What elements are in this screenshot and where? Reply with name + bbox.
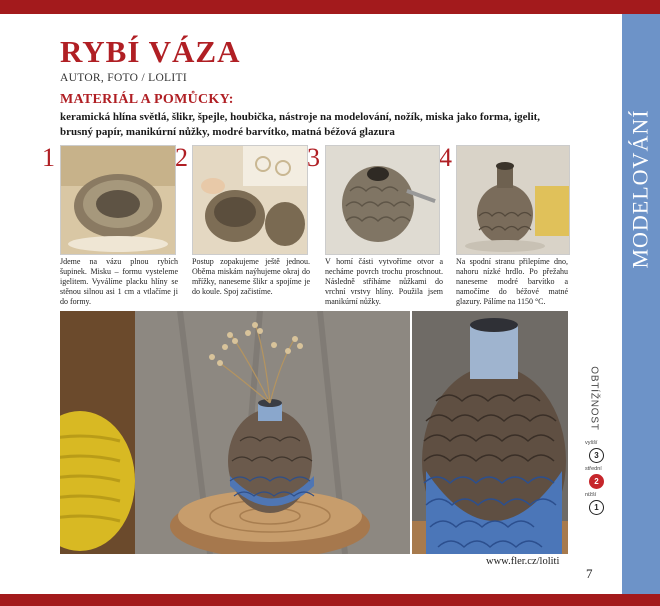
step-3-photo	[325, 145, 440, 255]
step-4-number: 4	[439, 143, 452, 172]
step-4-photo	[456, 145, 570, 255]
step-1-photo	[60, 145, 176, 255]
step-4-text: Na spodní stranu přilepíme dno, nahoru nízké hrdlo. Po přežahu naneseme modré barvítko a namočíme do béžové matné glazury. Pálíme na 1150 °C.	[456, 257, 568, 306]
difficulty-medium-badge: 2	[589, 474, 604, 489]
difficulty-label: OBTÍŽNOST	[588, 365, 600, 431]
vase-scene-photo	[60, 311, 410, 554]
step-3-text: V horní části vytvoříme otvor a necháme povrch trochu proschnout. Následně stříháme nůžkami do vrchní vrstvy hlíny. Použila jsem manikúrní nůžky.	[325, 257, 443, 306]
byline: AUTOR, FOTO / LOLITI	[60, 72, 187, 84]
materials-heading: MATERIÁL A POMŮCKY:	[60, 92, 234, 107]
article-title: RYBÍ VÁZA	[60, 34, 241, 69]
difficulty-label-wrap	[582, 358, 606, 438]
step-1-number: 1	[42, 143, 55, 172]
difficulty-high-caption: vyšší	[585, 440, 598, 446]
bottom-bar	[0, 594, 660, 606]
step-2-text: Postup zopakujeme ještě jednou. Oběma miskám naýhujeme okraj do mřížky, naneseme šlikr a spojíme je do koule. Spoj začistíme.	[192, 257, 310, 296]
step-3-number: 3	[307, 143, 320, 172]
vase-closeup-photo	[412, 311, 568, 554]
author-url[interactable]: www.fler.cz/loliti	[486, 556, 560, 567]
difficulty-medium-caption: střední	[585, 466, 602, 472]
step-2-photo	[192, 145, 308, 255]
step-2-number: 2	[175, 143, 188, 172]
materials-list: keramická hlína světlá, šlikr, špejle, houbička, nástroje na modelování, nožík, miska jako forma, igelit, brusný papír, manikúrní nůžky, modré barvítko, matná béžová glazura	[60, 111, 541, 138]
difficulty-high-badge: 3	[589, 448, 604, 463]
difficulty-low-badge: 1	[589, 500, 604, 515]
section-label: MODELOVÁNÍ	[628, 109, 653, 269]
page-number: 7	[586, 566, 593, 581]
difficulty-low-caption: nižší	[585, 492, 597, 498]
section-label-wrap	[622, 14, 660, 364]
step-1-text: Jdeme na vázu plnou rybích šupinek. Misku – formu vysteleme igelitem. Vyválíme placku hlíny se stěnou silnou asi 1 cm a vtlačíme ji do formy.	[60, 257, 178, 306]
top-bar	[0, 0, 660, 14]
